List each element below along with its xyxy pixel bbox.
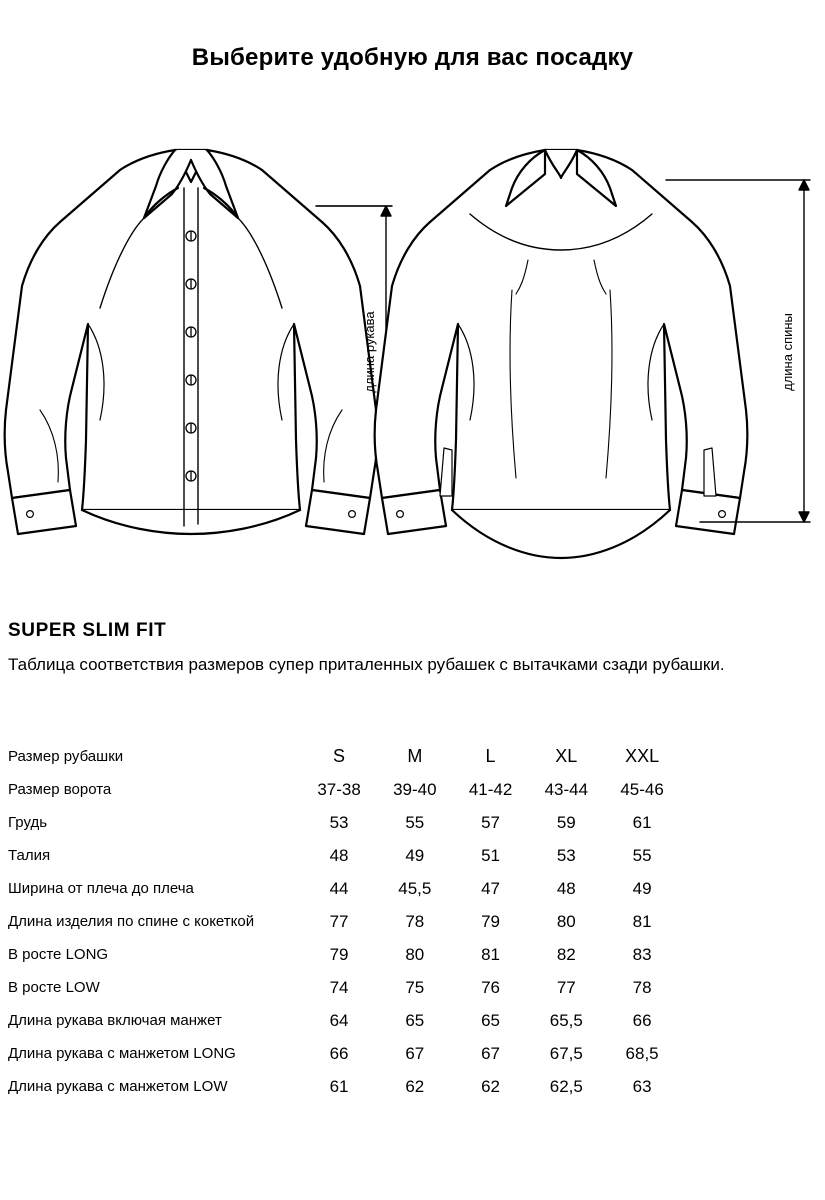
cell-value: 47 <box>481 878 501 898</box>
cell-value: 81 <box>481 944 501 964</box>
cell-value: M <box>407 746 423 766</box>
cell-value: 79 <box>329 944 349 964</box>
cell-value: S <box>333 746 346 766</box>
table-row <box>8 1070 680 1103</box>
cell-value: 75 <box>405 977 425 997</box>
cell-value: 77 <box>556 977 576 997</box>
cell-value: 67 <box>405 1043 425 1063</box>
cell-value: XXL <box>625 746 660 766</box>
fit-name: SUPER SLIM FIT <box>8 620 167 641</box>
size-table <box>8 740 680 1103</box>
table-row <box>8 773 680 806</box>
cell-value: 64 <box>329 1010 349 1030</box>
cell-value: 79 <box>481 911 501 931</box>
cell-value: 65 <box>405 1010 425 1030</box>
table-row <box>8 971 680 1004</box>
cell-value: 61 <box>632 812 652 832</box>
row-label: Длина изделия по спине с кокеткой <box>8 913 255 930</box>
cell-value: 67,5 <box>549 1043 583 1063</box>
cell-value: XL <box>555 746 578 766</box>
cell-value: 55 <box>405 812 425 832</box>
table-row <box>8 839 680 872</box>
cell-value: 48 <box>329 845 349 865</box>
row-label: В росте LOW <box>8 979 100 996</box>
cell-value: 63 <box>632 1076 652 1096</box>
cell-value: 62,5 <box>549 1076 583 1096</box>
cell-value: 66 <box>329 1043 349 1063</box>
cell-value: 78 <box>405 911 425 931</box>
cell-value: 83 <box>632 944 652 964</box>
cell-value: 68,5 <box>625 1043 659 1063</box>
table-row <box>8 806 680 839</box>
cell-value: 45-46 <box>620 779 664 799</box>
cell-value: 80 <box>556 911 576 931</box>
table-row <box>8 740 680 773</box>
cell-value: 37-38 <box>317 779 361 799</box>
row-label: Длина рукава с манжетом LOW <box>8 1078 228 1095</box>
table-row <box>8 938 680 971</box>
table-row <box>8 905 680 938</box>
cell-value: 53 <box>329 812 349 832</box>
cell-value: 49 <box>405 845 425 865</box>
cell-value: 78 <box>632 977 652 997</box>
cell-value: L <box>485 746 496 766</box>
cell-value: 62 <box>405 1076 425 1096</box>
row-label: Длина рукава включая манжет <box>8 1012 222 1029</box>
cell-value: 74 <box>329 977 349 997</box>
cell-value: 61 <box>329 1076 349 1096</box>
row-label: Талия <box>8 847 51 864</box>
cell-value: 65 <box>481 1010 501 1030</box>
cell-value: 82 <box>556 944 576 964</box>
row-label: Длина рукава с манжетом LONG <box>8 1045 236 1062</box>
cell-value: 77 <box>329 911 349 931</box>
cell-value: 48 <box>556 878 576 898</box>
row-label: Ширина от плеча до плеча <box>8 880 194 897</box>
row-label: В росте LONG <box>8 946 109 963</box>
cell-value: 51 <box>481 845 501 865</box>
cell-value: 53 <box>556 845 576 865</box>
cell-value: 62 <box>481 1076 501 1096</box>
cell-value: 41-42 <box>468 779 513 799</box>
cell-value: 43-44 <box>544 779 589 799</box>
cell-value: 80 <box>405 944 425 964</box>
row-label: Грудь <box>8 814 48 831</box>
cell-value: 66 <box>632 1010 652 1030</box>
page-title: Выберите удобную для вас посадку <box>191 44 634 71</box>
cell-value: 81 <box>632 911 652 931</box>
cell-value: 65,5 <box>549 1010 583 1030</box>
shirt-illustration <box>0 110 825 590</box>
cell-value: 55 <box>632 845 652 865</box>
cell-value: 45,5 <box>398 878 432 898</box>
row-label: Размер рубашки <box>8 748 124 765</box>
cell-value: 59 <box>556 812 576 832</box>
sleeve-length-label: длина рукава <box>362 311 377 393</box>
cell-value: 76 <box>481 977 501 997</box>
back-length-label: длина спины <box>780 313 795 391</box>
cell-value: 39-40 <box>393 779 437 799</box>
table-row <box>8 1004 680 1037</box>
table-row <box>8 872 680 905</box>
cell-value: 67 <box>481 1043 501 1063</box>
cell-value: 49 <box>632 878 652 898</box>
row-label: Размер ворота <box>8 781 112 798</box>
cell-value: 44 <box>329 878 349 898</box>
cell-value: 57 <box>481 812 501 832</box>
fit-description: Таблица соответствия размеров супер приталенных рубашек с вытачками сзади рубашки. <box>8 655 725 674</box>
table-row <box>8 1037 680 1070</box>
